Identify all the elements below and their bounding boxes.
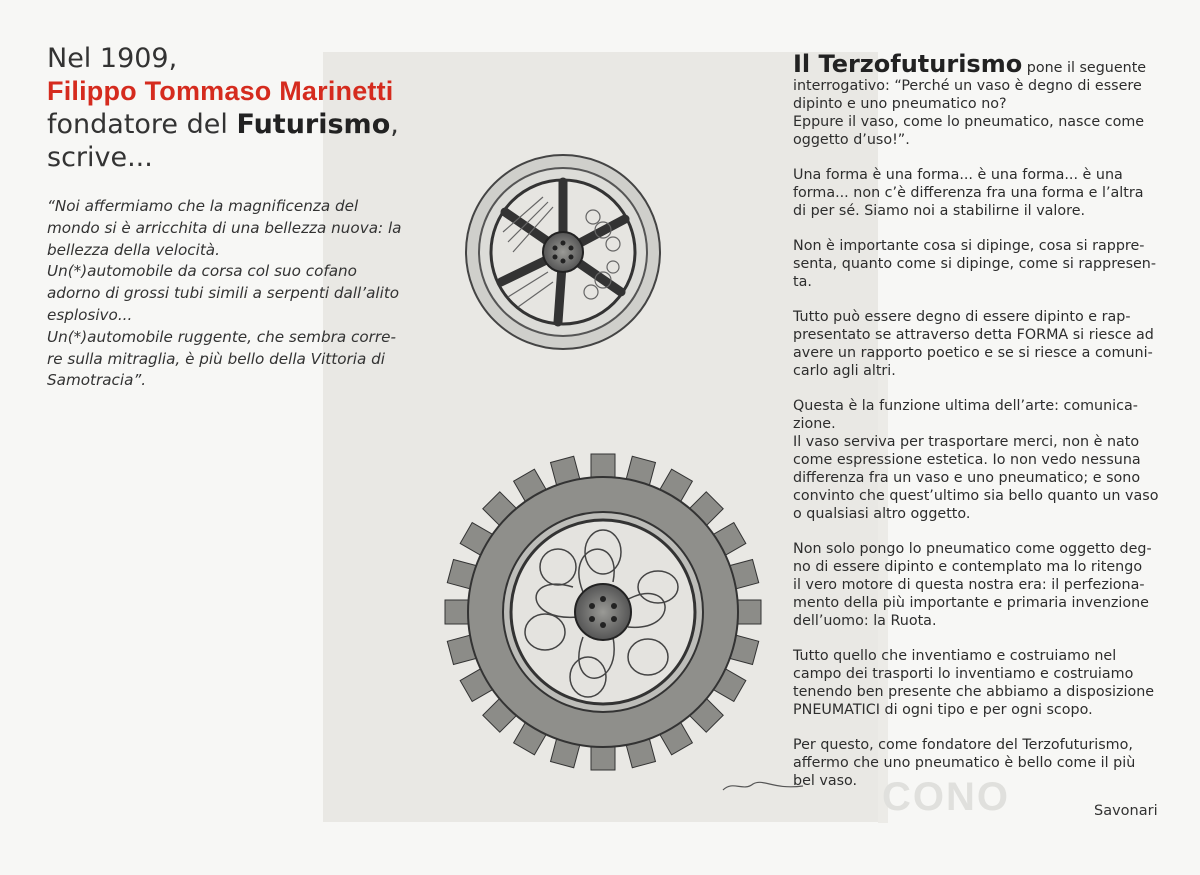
artist-signature-scribble [723, 782, 803, 790]
heading-line4: scrive... [47, 142, 153, 173]
left-column [47, 42, 417, 392]
paragraph-8 [793, 647, 1163, 719]
quote-line: bellezza della velocità. [47, 240, 220, 259]
paragraph-2 [793, 166, 1163, 220]
paragraph-line: convinto che quest’ultimo sia bello quanto un vaso [793, 488, 1159, 504]
paragraph-line: dell’uomo: la Ruota. [793, 613, 937, 629]
paragraph-line: Tutto quello che inventiamo e costruiamo nel [793, 648, 1117, 664]
quote-line: Un(*)automobile ruggente, che sembra corre- [47, 327, 396, 346]
paragraph-line: bel vaso. [793, 773, 858, 789]
paragraph-line: Il vaso serviva per trasportare merci, non è nato [793, 434, 1140, 450]
paragraph-line: il vero motore di questa nostra era: il perfeziona- [793, 577, 1145, 593]
terzofuturismo-title: Il Terzofuturismo [793, 50, 1023, 78]
signature: Savonari [1094, 803, 1158, 819]
paragraph-line: Tutto può essere degno di essere dipinto e rap- [793, 309, 1131, 325]
paragraph-line: carlo agli altri. [793, 363, 896, 379]
paragraph-9 [793, 736, 1163, 790]
paragraph-line: no di essere dipinto e contemplato ma lo ritengo [793, 559, 1143, 575]
marinetti-quote [47, 196, 417, 392]
paragraph-line: differenza fra un vaso e uno pneumatico; e sono [793, 470, 1141, 486]
paragraph-line: Per questo, come fondatore del Terzofuturismo, [793, 737, 1133, 753]
quote-line: esplosivo... [47, 305, 133, 324]
quote-line: re sulla mitraglia, è più bello della Vittoria di [47, 349, 385, 368]
paragraph-5 [793, 397, 1163, 433]
heading-line3-suffix: , [390, 109, 399, 140]
paragraph-line: affermo che uno pneumatico è bello come il più [793, 755, 1136, 771]
paragraph-line: avere un rapporto poetico e se si riesce a comuni- [793, 345, 1153, 361]
paragraph-3 [793, 237, 1163, 291]
paragraph-line: senta, quanto come si dipinge, come si rappresen- [793, 256, 1157, 272]
paragraph-line: tenendo ben presente che abbiamo a disposizione [793, 684, 1155, 700]
quote-line: Samotracia”. [47, 371, 147, 390]
paragraph-line: o qualsiasi altro oggetto. [793, 506, 971, 522]
tire-wheel-sketch [445, 454, 761, 770]
paragraph-line: forma... non c’è differenza fra una forma e l’altra [793, 185, 1144, 201]
paragraph-6 [793, 433, 1163, 523]
paragraph-line: Una forma è una forma... è una forma... è una [793, 167, 1123, 183]
paragraph-line: dipinto e uno pneumatico no? [793, 96, 1007, 112]
paragraph-line: PNEUMATICI di ogni tipo e per ogni scopo. [793, 702, 1093, 718]
right-column [793, 50, 1163, 807]
paragraph-line: mento della più importante e primaria invenzione [793, 595, 1149, 611]
paragraph-line: Eppure il vaso, come lo pneumatico, nasce come [793, 114, 1145, 130]
author-name: Filippo Tommaso Marinetti [47, 76, 394, 106]
paragraph-line: ta. [793, 274, 812, 290]
paragraph-line: presentato se attraverso detta FORMA si riesce ad [793, 327, 1154, 343]
heading-line3-prefix: fondatore del [47, 109, 237, 140]
paragraph-line: campo dei trasporti lo inventiamo e costruiamo [793, 666, 1134, 682]
intro-paragraph [793, 50, 1163, 149]
quote-line: “Noi affermiamo che la magnificenza del [47, 197, 359, 215]
paragraph-line: Non è importante cosa si dipinge, cosa si rappre- [793, 238, 1145, 254]
small-wheel-sketch [466, 155, 660, 349]
paragraph-line: interrogativo: “Perché un vaso è degno di essere [793, 78, 1142, 94]
quote-line: adorno di grossi tubi simili a serpenti dall’alito [47, 284, 400, 303]
faded-background-lettering: CONO [882, 775, 1010, 819]
paragraph-line: Questa è la funzione ultima dell’arte: comunica- [793, 398, 1138, 414]
paragraph-line: oggetto d’uso!”. [793, 132, 910, 148]
futurismo-word: Futurismo [236, 109, 391, 140]
paragraph-4 [793, 308, 1163, 380]
quote-line: mondo si è arricchita di una bellezza nuova: la [47, 218, 402, 237]
paragraph-line: zione. [793, 416, 836, 432]
paragraph-line: di per sé. Siamo noi a stabilirne il valore. [793, 203, 1086, 219]
heading-line1: Nel 1909, [47, 43, 178, 74]
paragraph-7 [793, 540, 1163, 630]
paragraph-line: Non solo pongo lo pneumatico come oggetto deg- [793, 541, 1152, 557]
intro-heading [47, 42, 417, 174]
quote-line: Un(*)automobile da corsa col suo cofano [47, 262, 357, 281]
paragraph-line: come espressione estetica. Io non vedo nessuna [793, 452, 1141, 468]
intro-first: pone il seguente [1022, 60, 1147, 76]
